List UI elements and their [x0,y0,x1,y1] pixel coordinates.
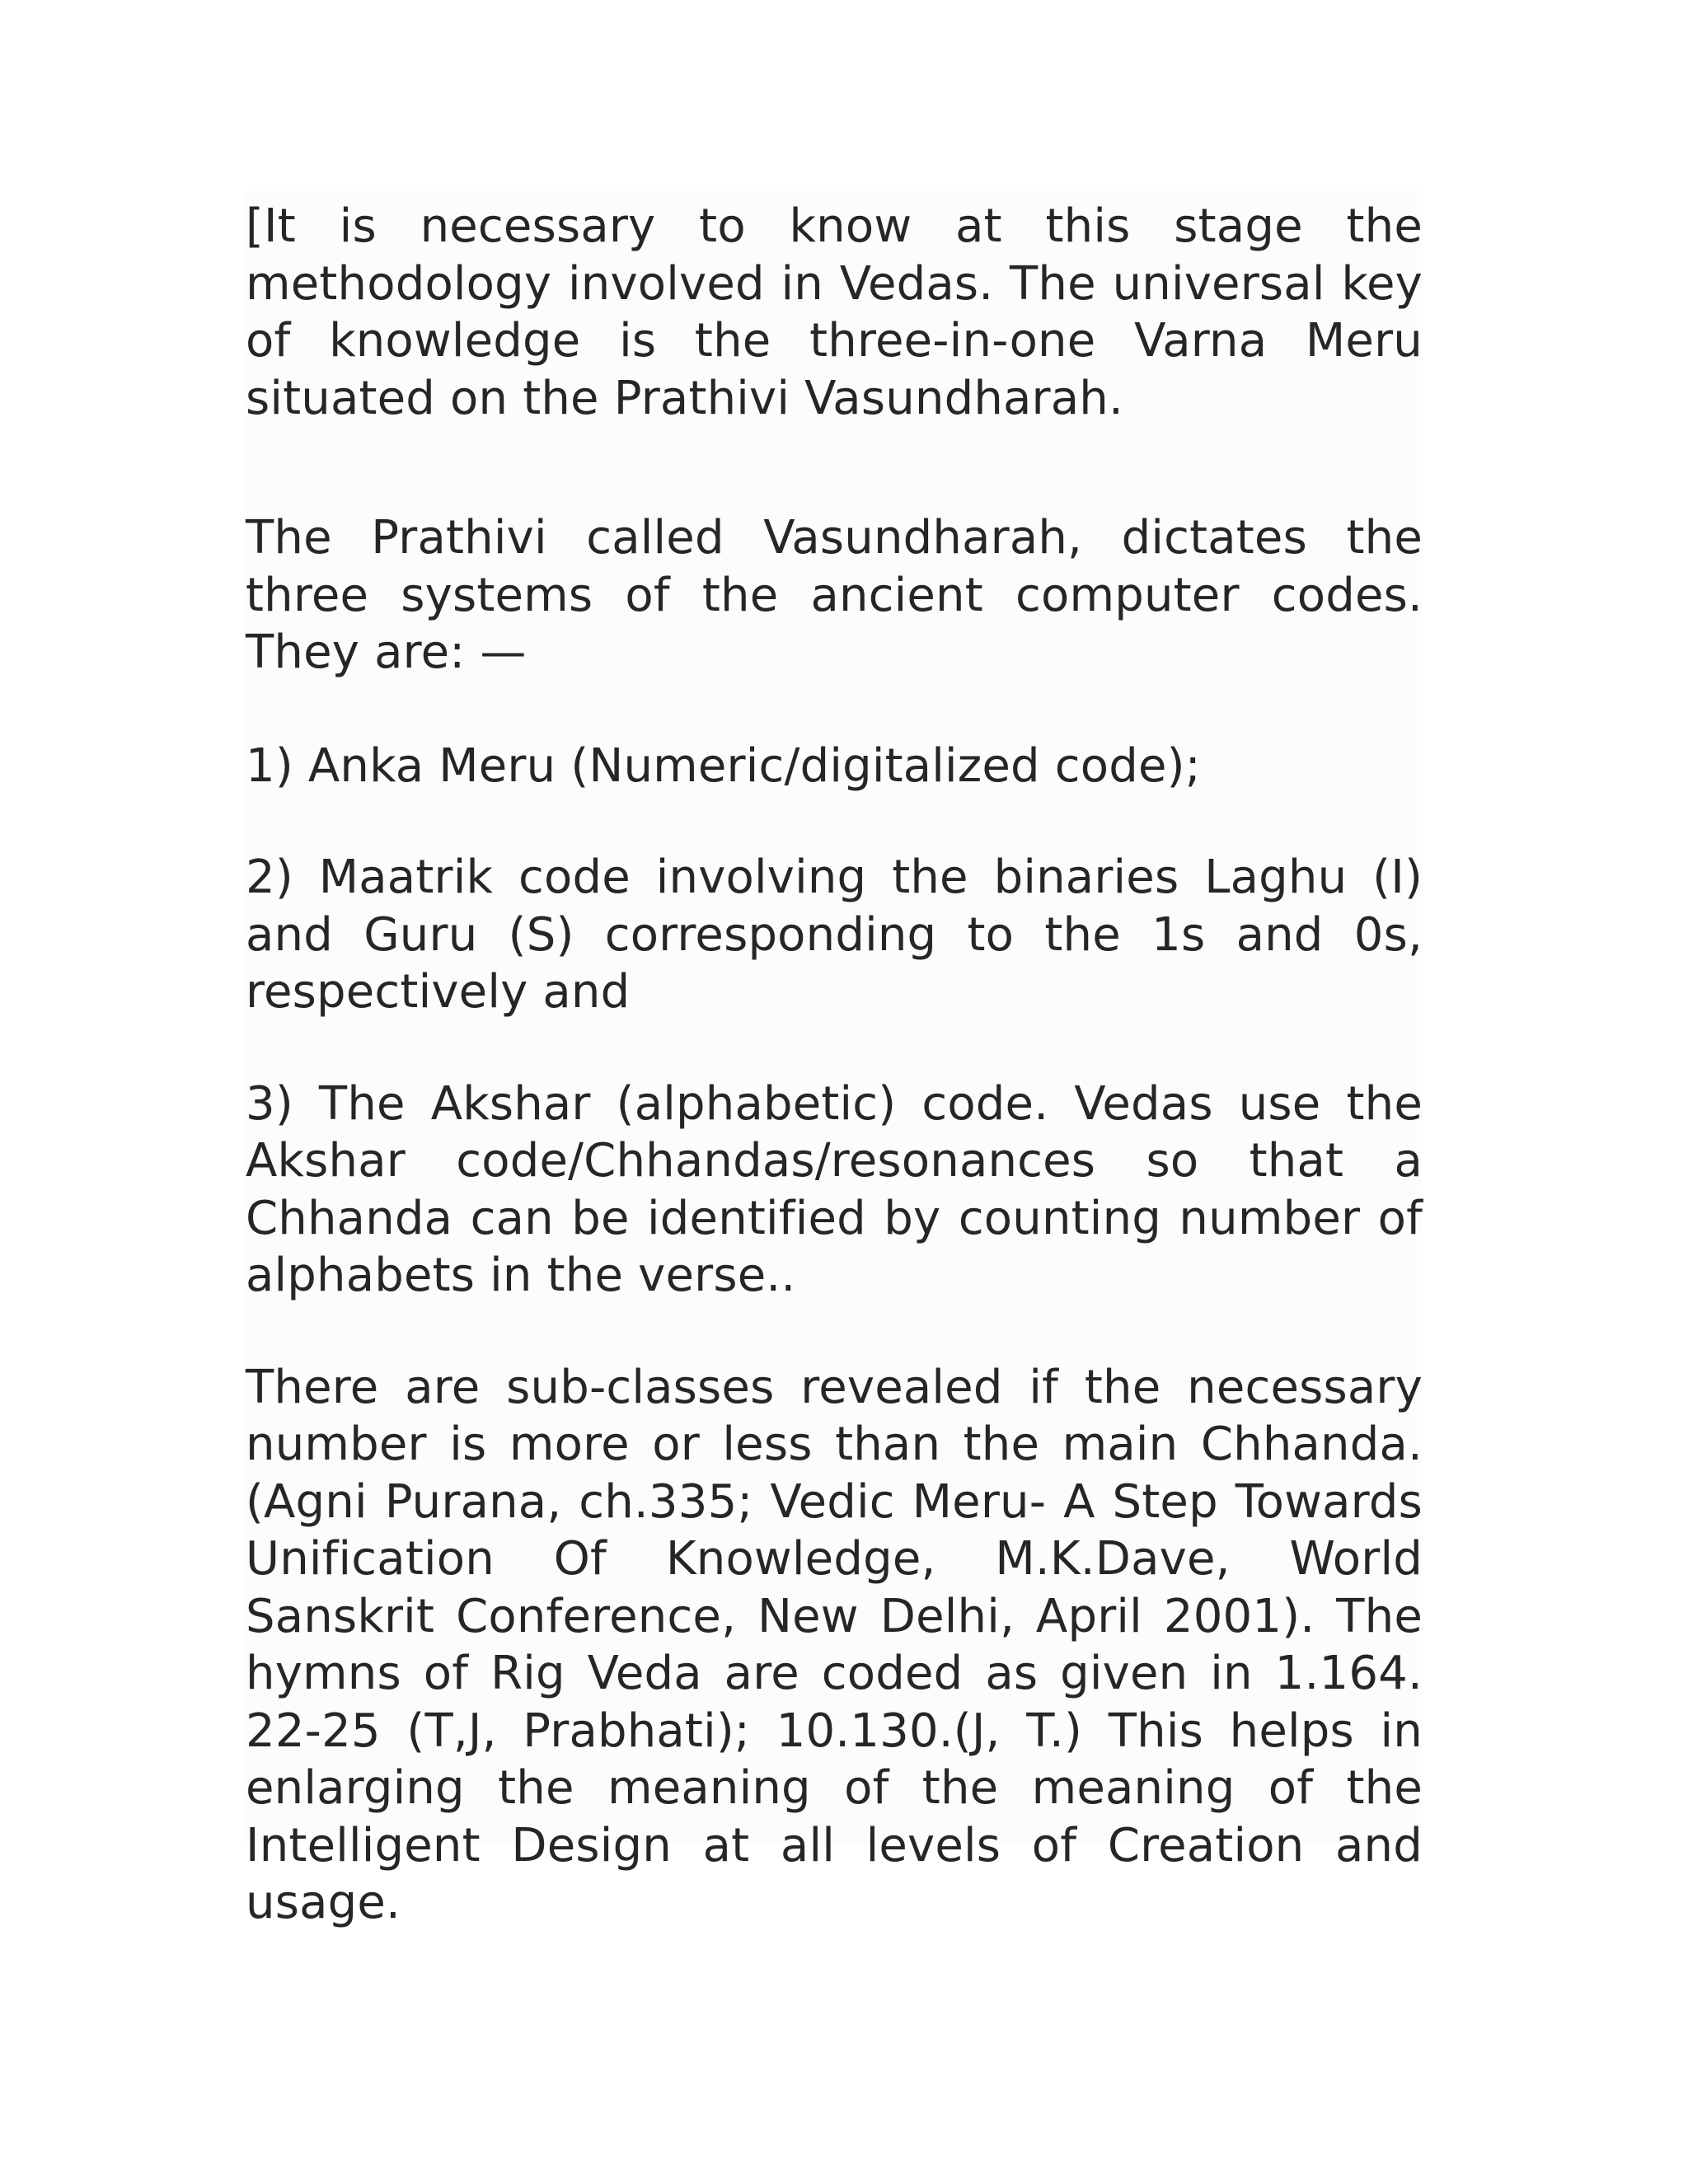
paragraph-akshar-code: 3) The Akshar (alphabetic) code. Vedas use the Akshar code/Chhandas/resonances so that a Chhanda can be identified by counting number of alphabets in the verse.. [246,1076,1423,1302]
paragraph-maatrik-code: 2) Maatrik code involving the binaries Laghu (I) and Guru (S) corresponding to the 1s and 0s, respectively and [246,851,1423,1019]
paragraph-methodology: [It is necessary to know at this stage the methodology involved in Vedas. The universal key of knowledge is the three-in-one Varna Meru situated on the Prathivi Vasundharah. [246,199,1423,425]
paragraph-prathivi: The Prathivi called Vasundharah, dictates the three systems of the ancient computer codes. They are: — [246,511,1423,679]
paragraph-sub-classes: There are sub-classes revealed if the necessary number is more or less than the main Chhanda. (Agni Purana, ch.335; Vedic Meru- A Step Towards Unification Of Knowledge, M.K.Dave, World Sanskrit Conference, New Delhi, April 2001). The hymns of Rig Veda are coded as given in 1.164. 22-25 (T,J, Prabhati); 10.130.(J, T.) This helps in enlarging the meaning of the meaning of the Intelligent Design at all levels of Creation and usage. [246,1360,1423,1929]
text-block [246,191,1423,1929]
paragraph-anka-meru: 1) Anka Meru (Numeric/digitalized code); [246,738,1201,793]
